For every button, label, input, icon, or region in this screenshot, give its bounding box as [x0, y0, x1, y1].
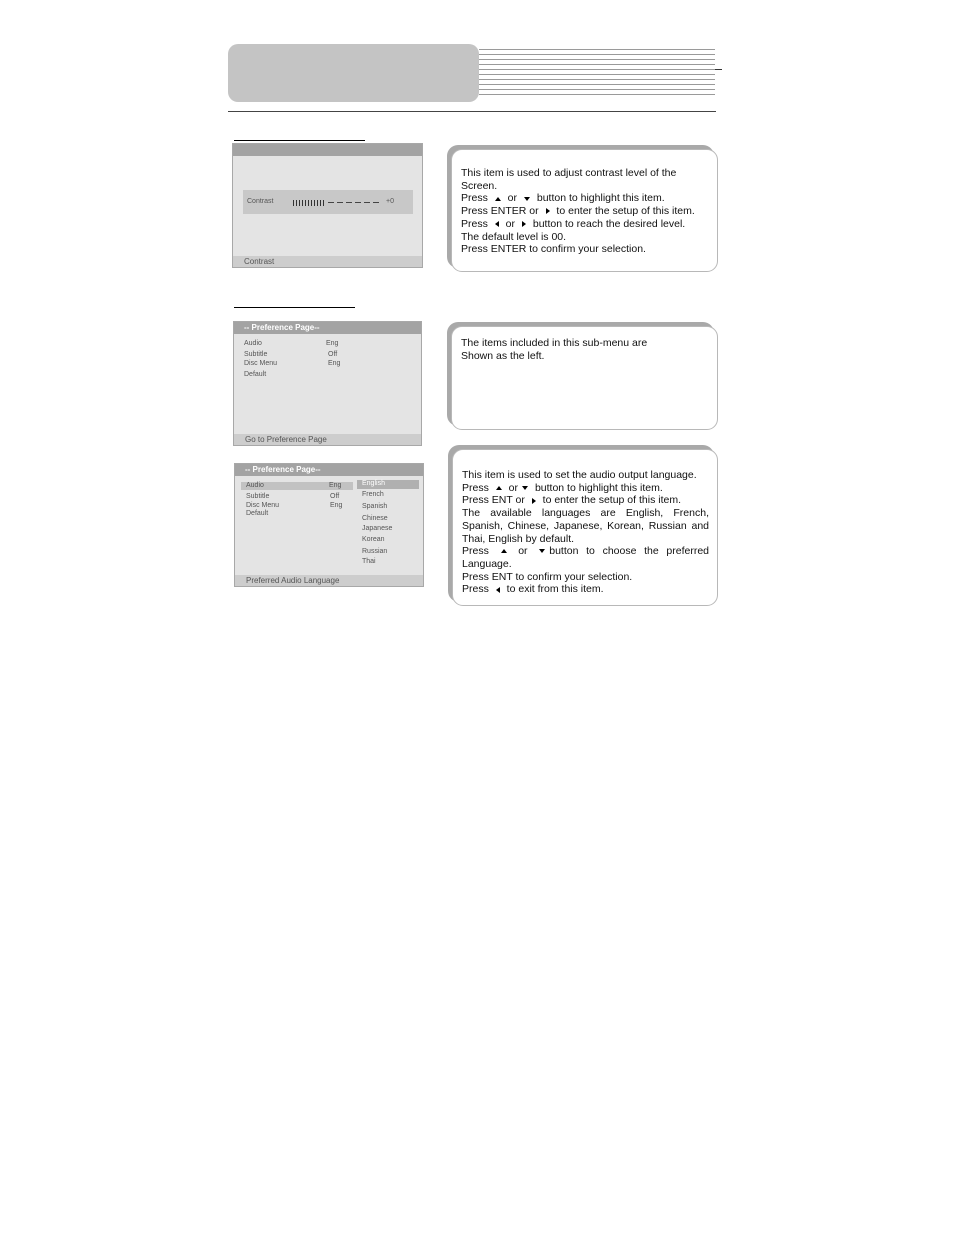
contrast-info-box	[451, 149, 718, 272]
section-rule-contrast	[234, 140, 365, 141]
menu-item-audio[interactable]: Audio	[246, 482, 264, 489]
down-arrow-icon	[539, 549, 545, 553]
down-arrow-icon	[524, 197, 530, 201]
menu-value-audio: Eng	[326, 340, 339, 347]
language-option[interactable]: English	[362, 480, 385, 487]
language-option[interactable]: French	[362, 491, 384, 498]
language-option[interactable]: Thai	[362, 558, 376, 565]
screen-title: -- Preference Page--	[234, 322, 421, 334]
audio-info-box	[452, 449, 718, 606]
language-option[interactable]: Russian	[362, 548, 388, 555]
info-line: Press ENT or to enter the setup of this item.	[462, 494, 681, 507]
preference-info-box	[451, 326, 718, 430]
contrast-level-rest	[328, 202, 379, 203]
contrast-level-bar[interactable]	[293, 201, 379, 205]
language-option[interactable]: Japanese	[362, 525, 393, 532]
header-block	[228, 44, 479, 102]
info-line: The available languages are English, French, Spanish, Chinese, Japanese, Korean, Russian and Thai, English by default.	[462, 507, 709, 545]
left-arrow-icon	[495, 221, 499, 227]
menu-item-default[interactable]: Default	[244, 371, 267, 378]
info-line: Shown as the left.	[461, 349, 545, 362]
menu-value-subtitle: Off	[328, 351, 338, 358]
up-arrow-icon	[501, 549, 507, 553]
info-line: Press to exit from this item.	[462, 583, 604, 596]
section-rule-preference	[234, 307, 355, 308]
preference-info-text	[461, 337, 711, 362]
contrast-info-text	[461, 167, 711, 256]
contrast-level-fill	[293, 200, 325, 206]
menu-item-default[interactable]: Default	[246, 510, 269, 517]
left-arrow-icon	[496, 587, 500, 593]
menu-item-audio[interactable]: Audio	[244, 340, 262, 347]
screen-footer: Go to Preference Page	[234, 434, 421, 445]
menu-value-audio: Eng	[329, 482, 342, 489]
audio-info-text	[462, 469, 709, 596]
header-lines	[479, 49, 715, 99]
up-arrow-icon	[496, 486, 502, 490]
down-arrow-icon	[522, 486, 528, 490]
menu-item-subtitle[interactable]: Subtitle	[246, 493, 270, 500]
contrast-value: +0	[386, 198, 394, 205]
language-option[interactable]: Chinese	[362, 515, 388, 522]
right-arrow-icon	[546, 208, 550, 214]
info-line: The items included in this sub-menu are	[461, 337, 648, 349]
info-line: Press or button to highlight this item.	[461, 192, 665, 205]
info-line: Press or button to reach the desired level.	[461, 217, 686, 230]
header-rule	[228, 111, 716, 112]
info-line: Press or button to choose the preferred Language.	[462, 545, 709, 570]
info-line: Press or button to highlight this item.	[462, 481, 663, 494]
info-line: Press ENTER to confirm your selection.	[461, 243, 646, 256]
menu-value-disc-menu: Eng	[330, 502, 343, 509]
up-arrow-icon	[495, 197, 501, 201]
right-arrow-icon	[522, 221, 526, 227]
menu-item-disc-menu[interactable]: Disc Menu	[246, 502, 280, 509]
language-option[interactable]: Spanish	[362, 503, 388, 510]
screen-title-bar	[233, 144, 422, 156]
contrast-screen	[232, 143, 423, 268]
contrast-row[interactable]	[243, 190, 413, 214]
info-line: This item is used to adjust contrast level of the Screen.	[461, 167, 677, 192]
screen-footer: Contrast	[233, 256, 422, 267]
menu-item-disc-menu[interactable]: Disc Menu	[244, 360, 278, 367]
contrast-label: Contrast	[247, 198, 274, 205]
menu-value-disc-menu: Eng	[328, 360, 341, 367]
info-line: The default level is 00.	[461, 230, 567, 243]
header-tick	[715, 69, 722, 70]
screen-footer: Preferred Audio Language	[235, 575, 423, 586]
right-arrow-icon	[532, 498, 536, 504]
menu-value-subtitle: Off	[330, 493, 340, 500]
menu-item-subtitle[interactable]: Subtitle	[244, 351, 268, 358]
info-line: This item is used to set the audio output language.	[462, 469, 697, 481]
audio-language-screen	[234, 463, 424, 587]
preference-screen	[233, 321, 422, 446]
screen-title: -- Preference Page--	[235, 464, 423, 476]
language-option[interactable]: Korean	[362, 536, 385, 543]
info-line: Press ENT to confirm your selection.	[462, 570, 633, 583]
info-line: Press ENTER or to enter the setup of this item.	[461, 205, 695, 218]
